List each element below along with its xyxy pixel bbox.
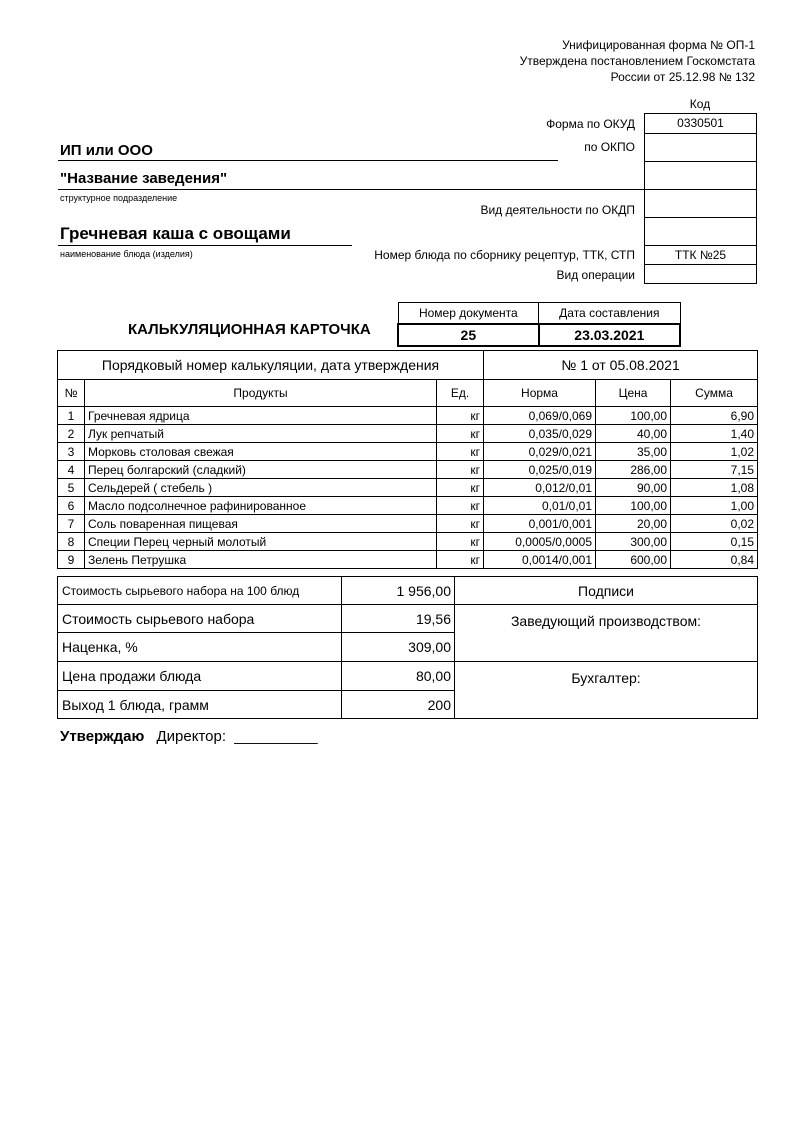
product-sum: 0,15 [671,533,758,551]
product-unit: кг [437,515,484,533]
form-header-line3: России от 25.12.98 № 132 [610,70,755,84]
document-number: 25 [398,324,539,346]
product-price: 286,00 [596,461,671,479]
dish-number-value: ТТК №25 [644,245,757,265]
product-norm: 0,035/0,029 [484,425,596,443]
row-number: 3 [58,443,85,461]
dish-number-label: Номер блюда по сборнику рецептур, ТТК, СТП [374,248,635,262]
okud-value: 0330501 [644,113,757,134]
operation-label: Вид операции [556,268,635,282]
calculation-order-label: Порядковый номер калькуляции, дата утверждения [58,351,484,380]
column-header: № [58,380,85,407]
organization-name: ИП или ООО [60,142,153,159]
markup-value: 309,00 [342,633,455,662]
product-sum: 0,84 [671,551,758,569]
table-row [58,425,758,443]
table-row [58,515,758,533]
product-price: 35,00 [596,443,671,461]
product-norm: 0,029/0,021 [484,443,596,461]
product-price: 600,00 [596,551,671,569]
product-unit: кг [437,425,484,443]
product-unit: кг [437,407,484,425]
okdp-value [644,189,757,218]
row-number: 7 [58,515,85,533]
product-unit: кг [437,533,484,551]
approve-line [60,728,318,745]
price-label: Цена продажи блюда [58,662,342,691]
org-underline [58,160,558,161]
product-name: Зелень Петрушка [85,551,437,569]
okdp-label: Вид деятельности по ОКДП [480,203,635,217]
document-number-date-table [397,302,681,347]
product-name: Лук репчатый [85,425,437,443]
table-row [58,497,758,515]
row-number: 1 [58,407,85,425]
product-price: 90,00 [596,479,671,497]
division-name: "Название заведения" [60,170,228,187]
product-sum: 0,02 [671,515,758,533]
column-header: Ед. [437,380,484,407]
product-sum: 1,40 [671,425,758,443]
cost100-value: 1 956,00 [342,577,455,605]
product-unit: кг [437,461,484,479]
row-number: 4 [58,461,85,479]
table-row [58,461,758,479]
division-underline [58,189,644,190]
table-row [58,407,758,425]
dish-underline [58,245,352,246]
product-name: Специи Перец черный молотый [85,533,437,551]
document-date: 23.03.2021 [539,324,680,346]
product-norm: 0,0014/0,001 [484,551,596,569]
product-price: 20,00 [596,515,671,533]
column-header: Сумма [671,380,758,407]
signatures-label: Подписи [455,577,758,605]
form-header-line1: Унифицированная форма № ОП-1 [562,38,755,52]
summary-table [57,576,758,719]
product-name: Морковь столовая свежая [85,443,437,461]
product-norm: 0,025/0,019 [484,461,596,479]
cost100-label: Стоимость сырьевого набора на 100 блюд [58,577,342,605]
calculation-table [57,350,758,569]
okpo-value [644,133,757,162]
document-date-label: Дата составления [539,303,680,325]
price-value: 80,00 [342,662,455,691]
product-unit: кг [437,479,484,497]
row-number: 8 [58,533,85,551]
product-unit: кг [437,551,484,569]
calculation-order-value: № 1 от 05.08.2021 [484,351,758,380]
product-norm: 0,012/0,01 [484,479,596,497]
okpo-label: по ОКПО [584,140,635,154]
yield-label: Выход 1 блюда, грамм [58,691,342,719]
dish-name: Гречневая каша с овощами [60,224,291,243]
row-number: 2 [58,425,85,443]
director-label: Директор: [156,728,227,745]
product-norm: 0,001/0,001 [484,515,596,533]
division-caption: структурное подразделение [60,193,178,203]
product-price: 100,00 [596,407,671,425]
product-sum: 6,90 [671,407,758,425]
product-name: Масло подсолнечное рафинированное [85,497,437,515]
accountant-label: Бухгалтер: [455,662,758,719]
table-row [58,533,758,551]
product-unit: кг [437,497,484,515]
column-header: Цена [596,380,671,407]
document-number-label: Номер документа [398,303,539,325]
dish-caption: наименование блюда (изделия) [60,249,193,259]
row-number: 5 [58,479,85,497]
product-name: Гречневая ядрица [85,407,437,425]
product-norm: 0,069/0,069 [484,407,596,425]
product-sum: 1,08 [671,479,758,497]
dish-code-box [644,217,757,246]
table-row [58,479,758,497]
cost-label: Стоимость сырьевого набора [58,605,342,633]
product-unit: кг [437,443,484,461]
product-norm: 0,01/0,01 [484,497,596,515]
column-header: Норма [484,380,596,407]
product-sum: 1,00 [671,497,758,515]
product-name: Соль поваренная пищевая [85,515,437,533]
head-of-production-label: Заведующий производством: [455,605,758,662]
form-header-line2: Утверждена постановлением Госкомстата [519,54,755,68]
product-name: Сельдерей ( стебель ) [85,479,437,497]
product-sum: 7,15 [671,461,758,479]
product-price: 40,00 [596,425,671,443]
product-name: Перец болгарский (сладкий) [85,461,437,479]
director-signature-blank: __________ [234,728,318,745]
table-row [58,443,758,461]
row-number: 6 [58,497,85,515]
document-title: КАЛЬКУЛЯЦИОННАЯ КАРТОЧКА [128,321,371,338]
cost-value: 19,56 [342,605,455,633]
kod-label: Код [689,97,711,111]
column-header: Продукты [85,380,437,407]
yield-value: 200 [342,691,455,719]
product-price: 300,00 [596,533,671,551]
table-row [58,551,758,569]
product-price: 100,00 [596,497,671,515]
product-norm: 0,0005/0,0005 [484,533,596,551]
row-number: 9 [58,551,85,569]
division-code-box [644,161,757,190]
approve-label: Утверждаю [60,728,145,745]
okud-label: Форма по ОКУД [546,117,635,131]
product-sum: 1,02 [671,443,758,461]
markup-label: Наценка, % [58,633,342,662]
operation-value [644,264,757,284]
